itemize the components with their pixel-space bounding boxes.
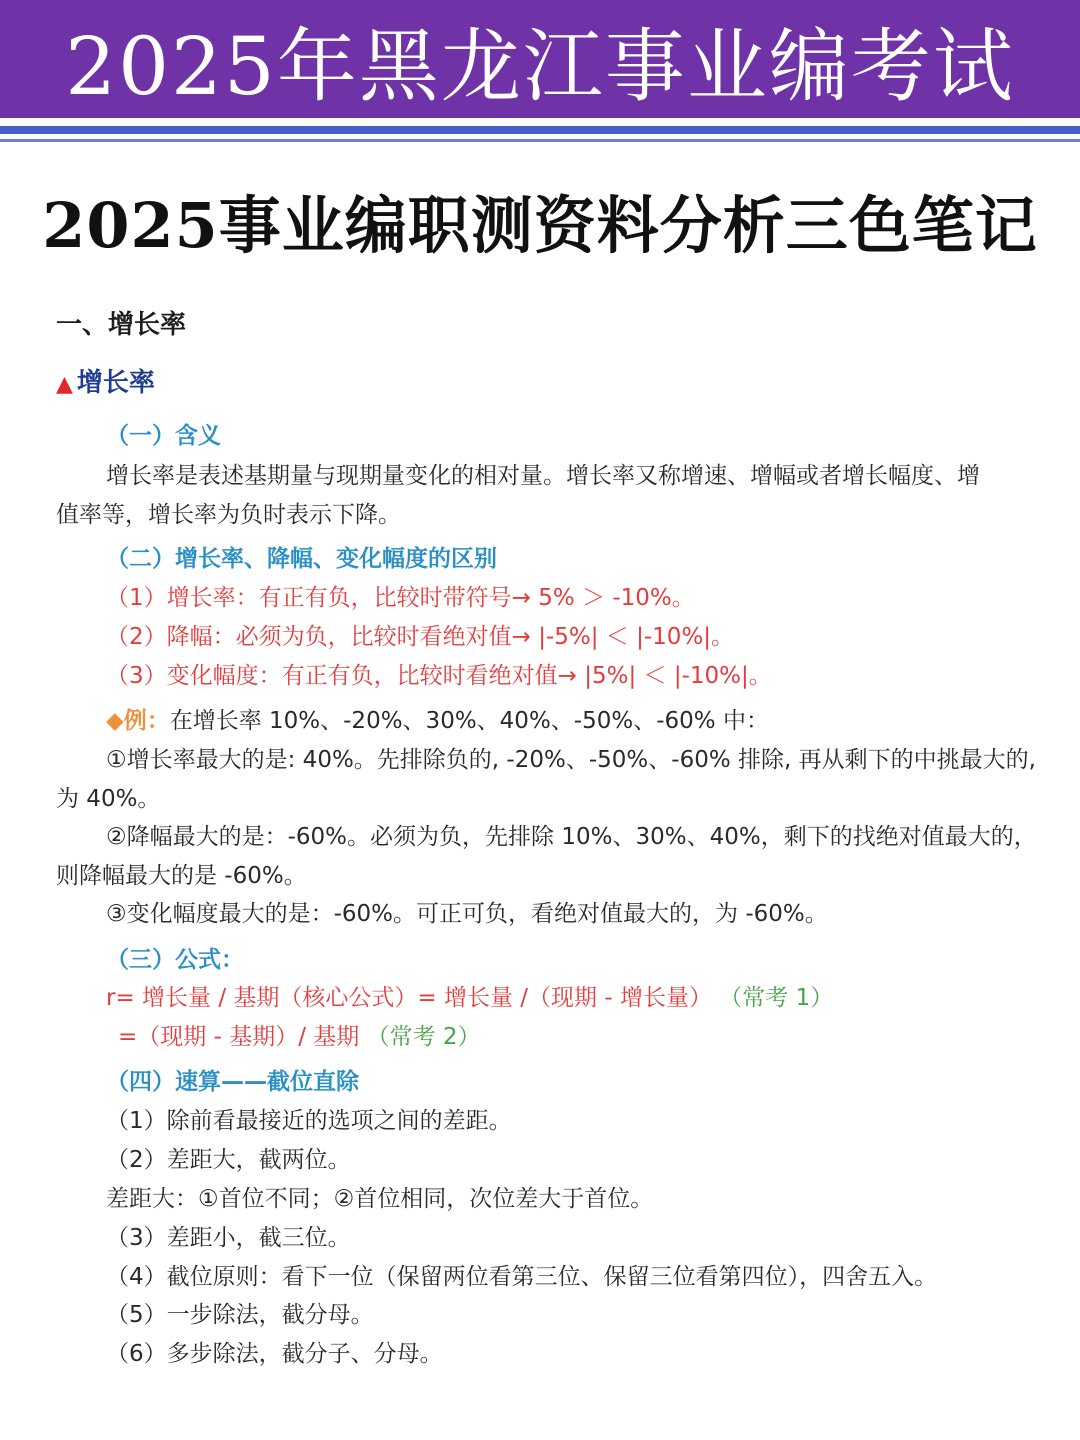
triangle-icon: ▲	[56, 372, 73, 397]
list-item: （6）多步除法，截分子、分母。	[106, 1341, 443, 1367]
list-item-note: 差距大：①首位不同；②首位相同，次位差大于首位。	[106, 1186, 654, 1212]
rule-decline: （2）降幅：必须为负，比较时看绝对值→ |-5%| ＜ |-10%|。	[106, 624, 735, 650]
formula-2: =（现期 - 基期）/ 基期	[118, 1024, 360, 1050]
document-title: 2025事业编职测资料分析三色笔记	[42, 189, 1038, 262]
paragraph-line: 值率等，增长率为负时表示下降。	[56, 502, 401, 528]
example-answer-1: ①增长率最大的是: 40%。先排除负的, -20%、-50%、-60% 排除, 再从剩下的中挑最大的,	[106, 747, 1036, 773]
section-heading: 一、增长率	[56, 310, 187, 340]
rule-growth-rate: （1）增长率：有正有负，比较时带符号→ 5% ＞ -10%。	[106, 585, 695, 611]
example-answer-2-cont: 则降幅最大的是 -60%。	[56, 863, 307, 889]
subheading-formula: （三）公式：	[106, 947, 244, 973]
formula-line-1	[106, 983, 833, 1013]
subheading-quick-calc: （四）速算——截位直除	[106, 1069, 359, 1095]
divider-thin	[0, 139, 1080, 142]
list-item: （5）一步除法，截分母。	[106, 1302, 374, 1328]
example-answer-2: ②降幅最大的是：-60%。必须为负，先排除 10%、30%、40%，剩下的找绝对值最大的，	[106, 824, 1037, 850]
example-marker: ◆例：	[106, 708, 170, 734]
example-answer-1-cont: 为 40%。	[56, 786, 161, 812]
list-item: （4）截位原则：看下一位（保留两位看第三位、保留三位看第四位），四舍五入。	[106, 1264, 938, 1290]
example-answer-3: ③变化幅度最大的是：-60%。可正可负，看绝对值最大的，为 -60%。	[106, 901, 828, 927]
divider-thick	[0, 126, 1080, 134]
list-item: （2）差距大，截两位。	[106, 1147, 351, 1173]
topic-heading	[56, 368, 155, 400]
banner	[0, 0, 1080, 118]
formula-1-note: （常考 1）	[719, 985, 834, 1011]
banner-title: 2025年黑龙江事业编考试	[65, 19, 1015, 113]
paragraph-line: 增长率是表述基期量与现期量变化的相对量。增长率又称增速、增幅或者增长幅度、增	[106, 463, 980, 489]
formula-2-note: （常考 2）	[366, 1024, 481, 1050]
list-item: （1）除前看最接近的选项之间的差距。	[106, 1108, 512, 1134]
rule-change-range: （3）变化幅度：有正有负，比较时看绝对值→ |5%| ＜ |-10%|。	[106, 663, 772, 689]
formula-line-2	[118, 1022, 481, 1052]
formula-1: r= 增长量 / 基期（核心公式）= 增长量 /（现期 - 增长量）	[106, 985, 712, 1011]
topic-label: 增长率	[76, 368, 155, 398]
example-text: 在增长率 10%、-20%、30%、40%、-50%、-60% 中：	[169, 708, 769, 734]
subheading-meaning: （一）含义	[106, 423, 221, 449]
subheading-differences: （二）增长率、降幅、变化幅度的区别	[106, 546, 497, 572]
example-line	[106, 706, 769, 736]
list-item: （3）差距小，截三位。	[106, 1225, 351, 1251]
